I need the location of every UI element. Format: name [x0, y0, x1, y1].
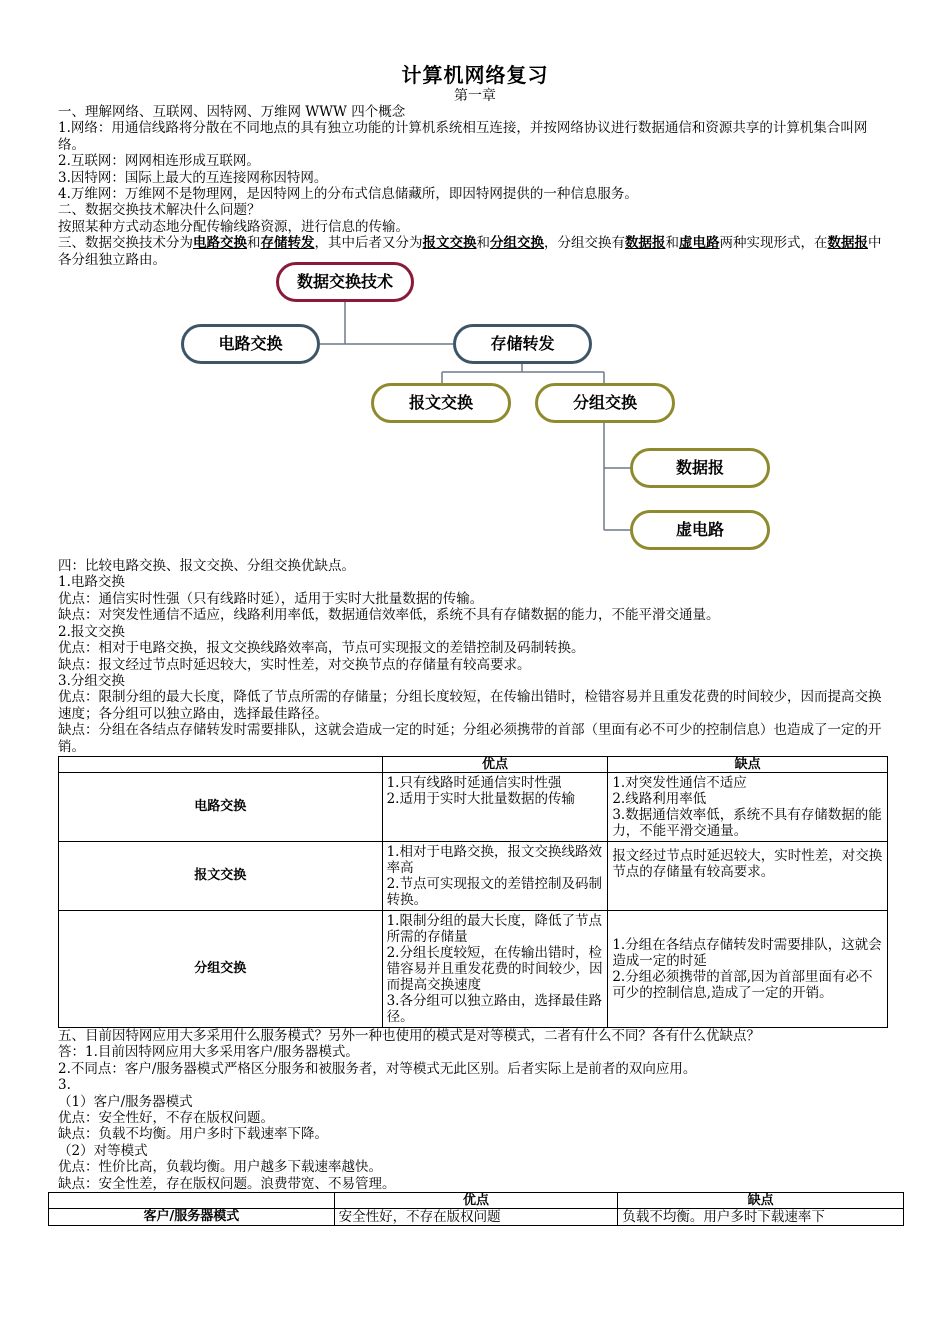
q3-keyword: 虚电路 — [679, 235, 720, 252]
q3-keyword: 存储转发 — [260, 235, 315, 252]
q3-text: 中各分组独立路由。 — [58, 235, 882, 268]
q4-circuit-title: 1.电路交换 — [58, 574, 125, 591]
table-header-cons: 缺点 — [608, 756, 888, 772]
switching-comparison-table — [58, 756, 888, 1028]
table-row — [49, 1209, 904, 1226]
cell-line: 1.分组在各结点存储转发时需要排队，这就会造成一定的时延 — [612, 936, 882, 969]
q5-p2p-title: （2）对等模式 — [58, 1142, 148, 1159]
cell-line: 3.数据通信效率低，系统不具有存储数据的能力，不能平滑交通量。 — [612, 806, 882, 839]
node-virtual-circuit: 虚电路 — [630, 510, 770, 550]
table-header-cons: 缺点 — [618, 1193, 904, 1209]
q5-answer-1: 答：1.目前因特网应用大多采用客户/服务器模式。 — [58, 1044, 359, 1061]
cell-line: 2.分组长度较短，在传输出错时，检错容易并且重发花费的时间较少，因而提高交换速度 — [386, 944, 603, 993]
q4-message-cons: 缺点：报文经过节点时延迟较大，实时性差，对交换节点的存储量有较高要求。 — [58, 656, 531, 673]
q1-heading: 一、理解网络、互联网、因特网、万维网 WWW 四个概念 — [58, 104, 406, 120]
row-header-client-server: 客户/服务器模式 — [49, 1209, 335, 1226]
q4-circuit-pros: 优点：通信实时性强（只有线路时延），适用于实时大批量数据的传输。 — [58, 590, 484, 607]
q5-p2p-cons: 缺点：安全性差，存在版权问题。浪费带宽、不易管理。 — [58, 1175, 396, 1192]
cell-pros — [382, 910, 608, 1027]
cell-cons: 负载不均衡。用户多时下载速率下 — [618, 1209, 904, 1226]
cell-pros — [382, 772, 608, 841]
cell-cons — [608, 841, 888, 910]
row-header-packet: 分组交换 — [59, 910, 383, 1027]
cell-line: 1.对突发性通信不适应 — [612, 774, 747, 791]
q1-answer-the-internet: 3.因特网：国际上最大的互连接网称因特网。 — [58, 169, 328, 186]
q3-text: 和 — [476, 235, 490, 252]
q4-packet-title: 3.分组交换 — [58, 672, 125, 689]
row-header-circuit: 电路交换 — [59, 772, 383, 841]
q2-answer: 按照某种方式动态地分配传输线路资源，进行信息的传输。 — [58, 218, 409, 235]
cell-line: 1.限制分组的最大长度，降低了节点所需的存储量 — [386, 912, 602, 945]
table-header-empty — [59, 756, 383, 772]
q1-answer-network: 1.网络：用通信线路将分散在不同地点的具有独立功能的计算机系统相互连接，并按网络协议进行数据通信和资源共享的计算机集合叫网络。 — [58, 120, 868, 153]
q1-answer-www: 4.万维网：万维网不是物理网，是因特网上的分布式信息储藏所，即因特网提供的一种信息服务。 — [58, 186, 638, 203]
q3-paragraph — [58, 235, 892, 268]
cell-line: 2.适用于实时大批量数据的传输 — [386, 790, 575, 807]
cell-cons — [608, 772, 888, 841]
node-store-and-forward: 存储转发 — [453, 324, 592, 364]
table-header-row — [59, 756, 888, 772]
cell-cons — [608, 910, 888, 1027]
switching-hierarchy-diagram — [58, 268, 892, 558]
document-page — [58, 62, 892, 1226]
mode-comparison-table — [48, 1192, 904, 1226]
cell-line: 1.只有线路时延通信实时性强 — [386, 774, 562, 791]
q5-cs-pros: 优点：安全性好，不存在版权问题。 — [58, 1109, 274, 1126]
q5-cs-title: （1）客户/服务器模式 — [58, 1093, 193, 1110]
table-header-empty — [49, 1193, 335, 1209]
cell-line: 报文经过节点时延迟较大，实时性差，对交换节点的存储量有较高要求。 — [612, 847, 883, 880]
cell-line: 2.线路利用率低 — [612, 790, 707, 807]
q4-message-pros: 优点：相对于电路交换，报文交换线路效率高，节点可实现报文的差错控制及码制转换。 — [58, 640, 585, 657]
cell-line: 2.分组必须携带的首部,因为首部里面有必不可少的控制信息,造成了一定的开销。 — [612, 968, 873, 1001]
q3-keyword: 分组交换 — [490, 235, 544, 252]
table-row — [59, 772, 888, 841]
q4-heading: 四：比较电路交换、报文交换、分组交换优缺点。 — [58, 558, 355, 575]
node-circuit-switching: 电路交换 — [181, 324, 320, 364]
table-row — [59, 910, 888, 1027]
table-header-pros: 优点 — [334, 1193, 618, 1209]
chapter-heading: 第一章 — [454, 88, 496, 104]
document-title: 计算机网络复习 — [401, 63, 549, 87]
q2-heading: 二、数据交换技术解决什么问题？ — [58, 202, 261, 219]
cell-pros — [382, 841, 608, 910]
node-datagram: 数据报 — [630, 448, 770, 488]
q5-cs-cons: 缺点：负载不均衡。用户多时下载速率下降。 — [58, 1126, 328, 1143]
q3-text: 和 — [665, 235, 679, 252]
q3-text: 三、数据交换技术分为 — [58, 235, 193, 252]
q4-message-title: 2.报文交换 — [58, 623, 125, 640]
q1-answer-internet: 2.互联网：网网相连形成互联网。 — [58, 153, 260, 170]
q3-keyword: 数据报 — [827, 235, 868, 252]
q3-text: 两种实现形式，在 — [719, 235, 828, 252]
q5-answer-2: 2.不同点：客户/服务器模式严格区分服务和被服务者，对等模式无此区别。后者实际上是前者的双向应用。 — [58, 1060, 697, 1077]
q3-text: ，其中后者又分为 — [314, 235, 423, 252]
table-header-row — [49, 1193, 904, 1209]
node-packet-switching: 分组交换 — [535, 383, 675, 423]
cell-line: 3.各分组可以独立路由，选择最佳路径。 — [386, 992, 602, 1025]
q4-packet-pros: 优点：限制分组的最大长度，降低了节点所需的存储量；分组长度较短，在传输出错时，检错容易并且重发花费的时间较少，因而提高交换速度；各分组可以独立路由，选择最佳路径。 — [58, 689, 882, 722]
q4-packet-cons: 缺点：分组在各结点存储转发时需要排队，这就会造成一定的时延；分组必须携带的首部（里面有必不可少的控制信息）也造成了一定的开销。 — [58, 722, 882, 755]
q3-text: 和 — [247, 235, 261, 252]
q4-circuit-cons: 缺点：对突发性通信不适应，线路利用率低，数据通信效率低，系统不具有存储数据的能力，不能平滑交通量。 — [58, 607, 720, 624]
node-data-switching: 数据交换技术 — [276, 262, 414, 302]
q5-p2p-pros: 优点：性价比高，负载均衡。用户越多下载速率越快。 — [58, 1159, 382, 1176]
q3-keyword: 数据报 — [625, 235, 666, 252]
row-header-message: 报文交换 — [59, 841, 383, 910]
cell-pros: 安全性好，不存在版权问题 — [334, 1209, 618, 1226]
q5-answer-3: 3. — [58, 1077, 71, 1094]
table-header-pros: 优点 — [382, 756, 608, 772]
cell-line: 1.相对于电路交换，报文交换线路效率高 — [386, 843, 602, 876]
q5-heading: 五、目前因特网应用大多采用什么服务模式？另外一种也使用的模式是对等模式，二者有什么不同？各有什么优缺点？ — [58, 1027, 760, 1044]
q3-keyword: 报文交换 — [422, 235, 477, 252]
q3-keyword: 电路交换 — [193, 235, 247, 252]
table-row — [59, 841, 888, 910]
cell-line: 2.节点可实现报文的差错控制及码制转换。 — [386, 875, 602, 908]
q3-text: ，分组交换有 — [544, 235, 625, 252]
node-message-switching: 报文交换 — [371, 383, 511, 423]
